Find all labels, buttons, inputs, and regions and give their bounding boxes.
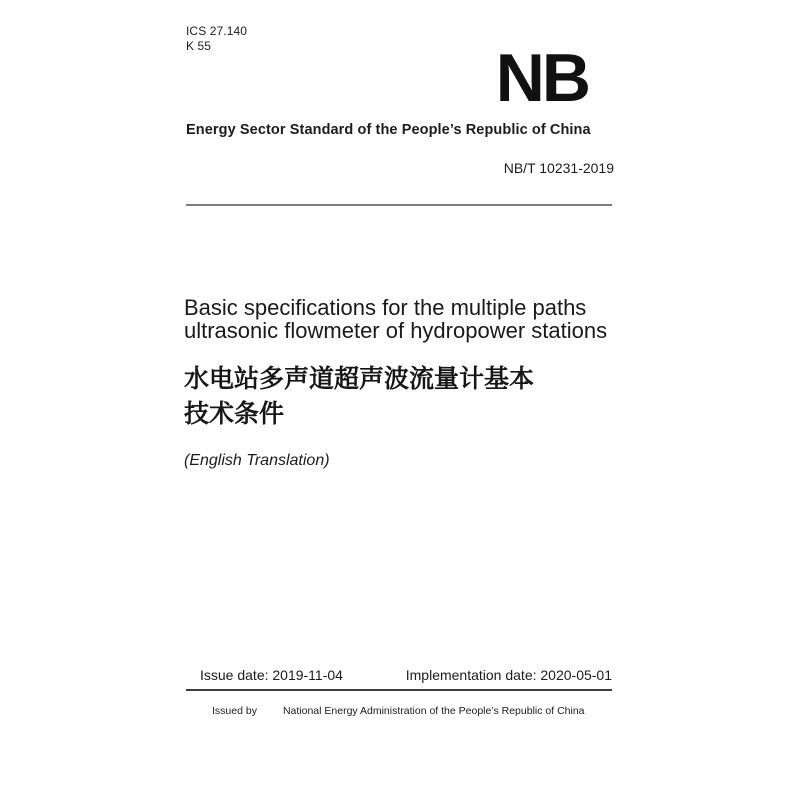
standard-name: Energy Sector Standard of the People’s Republic of China <box>186 122 591 138</box>
title-english-line1: Basic specifications for the multiple paths <box>184 295 587 320</box>
doc-class-code: K 55 <box>186 39 212 53</box>
implementation-date: Implementation date: 2020-05-01 <box>405 667 612 683</box>
title-english <box>184 296 607 342</box>
title-english-line2: ultrasonic flowmeter of hydropower stations <box>184 318 608 343</box>
translation-note: (English Translation) <box>184 452 330 469</box>
issue-date: Issue date: 2019-11-04 <box>200 667 343 683</box>
issued-by-label: Issued by <box>212 705 257 717</box>
header-divider-rule <box>186 204 612 206</box>
issuer-name: National Energy Administration of the People’s Republic of China <box>282 705 585 717</box>
title-chinese <box>184 362 534 432</box>
issued-by-row <box>212 705 585 717</box>
ics-code: ICS 27.140 <box>186 24 248 38</box>
dates-row <box>186 667 612 683</box>
nb-logo: NB <box>495 40 588 116</box>
ics-classification-block <box>186 24 247 54</box>
footer-divider-rule <box>186 689 612 691</box>
title-chinese-line2: 技术条件 <box>184 400 285 428</box>
standard-code: NB/T 10231-2019 <box>503 160 614 176</box>
title-chinese-line1: 水电站多声道超声波流量计基本 <box>184 365 535 393</box>
